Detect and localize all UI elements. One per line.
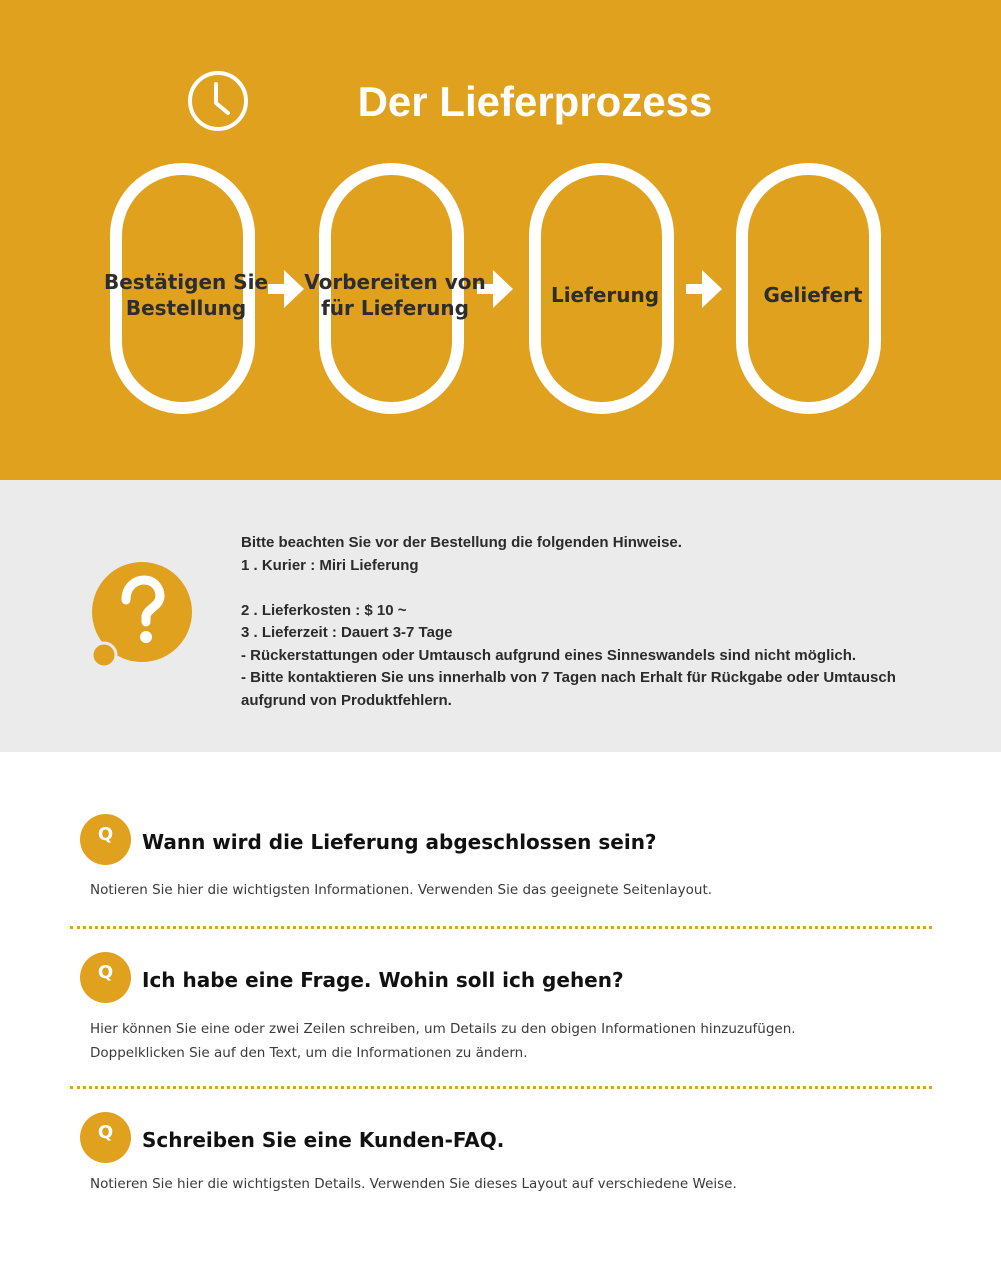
step-label-1: Bestätigen Sie Bestellung xyxy=(103,270,269,320)
step-label-2: Vorbereiten von für Lieferung xyxy=(304,270,486,320)
question-bubble-icon xyxy=(86,558,198,674)
notice-line xyxy=(241,577,941,600)
faq-answer-line: Doppelklicken Sie auf den Text, um die Informationen zu ändern. xyxy=(90,1045,528,1061)
faq-answer-line: Hier können Sie eine oder zwei Zeilen schreiben, um Details zu den obigen Informationen hinzuzufügen. xyxy=(90,1021,796,1037)
notice-line: 3 . Lieferzeit : Dauert 3-7 Tage xyxy=(241,624,453,641)
faq-answer-3 xyxy=(90,1172,930,1196)
notice-line: - Rückerstattungen oder Umtausch aufgrund eines Sinneswandels sind nicht möglich. xyxy=(241,646,857,664)
faq-answer-2 xyxy=(90,1017,930,1065)
clock-icon xyxy=(186,69,250,133)
faq-q-badge: Q xyxy=(80,814,131,865)
notice-text xyxy=(241,532,941,712)
faq-question-1: Wann wird die Lieferung abgeschlossen sein? xyxy=(142,830,657,854)
step-label-4: Geliefert xyxy=(763,283,863,307)
faq-q-badge: Q xyxy=(80,952,131,1003)
faq-answer-line: Notieren Sie hier die wichtigsten Details. Verwenden Sie dieses Layout auf verschiedene Weise. xyxy=(90,1176,737,1192)
step-label-3: Lieferung xyxy=(550,283,660,307)
dotted-divider xyxy=(70,1086,932,1089)
notice-line: 1 . Kurier : Miri Lieferung xyxy=(241,556,419,574)
faq-question-2: Ich habe eine Frage. Wohin soll ich gehen? xyxy=(142,968,624,992)
faq-answer-1 xyxy=(90,878,930,902)
dotted-divider xyxy=(70,926,932,929)
notice-line: Bitte beachten Sie vor der Bestellung die folgenden Hinweise. xyxy=(241,534,682,551)
faq-q-badge: Q xyxy=(80,1112,131,1163)
notice-line: - Bitte kontaktieren Sie uns innerhalb von 7 Tagen nach Erhalt für Rückgabe oder Umtausch xyxy=(241,669,896,686)
notice-line: 2 . Lieferkosten : $ 10 ~ xyxy=(241,601,407,619)
page-title: Der Lieferprozess xyxy=(357,78,713,125)
notice-line: aufgrund von Produktfehlern. xyxy=(241,691,452,709)
faq-answer-line: Notieren Sie hier die wichtigsten Informationen. Verwenden Sie das geeignete Seitenlayout. xyxy=(90,882,713,898)
faq-question-3: Schreiben Sie eine Kunden-FAQ. xyxy=(142,1128,505,1152)
